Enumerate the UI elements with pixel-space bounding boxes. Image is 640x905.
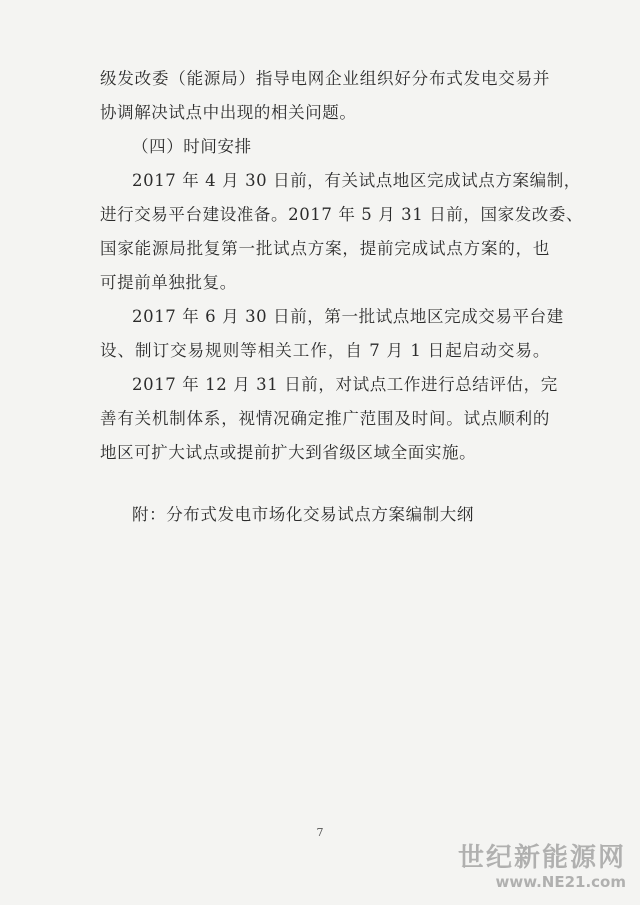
text-line: 级发改委（能源局）指导电网企业组织好分布式发电交易并 [100,69,550,88]
text-line: 2017 年 4 月 30 日前，有关试点地区完成试点方案编制， [132,171,581,190]
text-line: 善有关机制体系，视情况确定推广范围及时间。试点顺利的 [100,409,550,428]
page-number: 7 [316,826,324,839]
watermark-name: 世纪新能源网 [457,843,626,873]
text-line: 进行交易平台建设准备。2017 年 5 月 31 日前，国家发改委、 [100,205,584,224]
text-line: 地区可扩大试点或提前扩大到省级区域全面实施。 [100,443,477,462]
attachment-line: 附：分布式发电市场化交易试点方案编制大纲 [132,505,474,524]
text-line: 可提前单独批复。 [100,273,237,292]
section-heading: （四）时间安排 [132,137,252,156]
text-line: 2017 年 6 月 30 日前，第一批试点地区完成交易平台建 [132,307,564,326]
text-line: 设、制订交易规则等相关工作，自 7 月 1 日起启动交易。 [100,341,550,360]
body-text [100,62,584,532]
text-line: 协调解决试点中出现的相关问题。 [100,103,357,122]
watermark [458,843,626,891]
text-line: 2017 年 12 月 31 日前，对试点工作进行总结评估，完 [132,375,558,394]
watermark-url: www.NE21.com [495,873,626,891]
text-line: 国家能源局批复第一批试点方案，提前完成试点方案的，也 [100,239,550,258]
